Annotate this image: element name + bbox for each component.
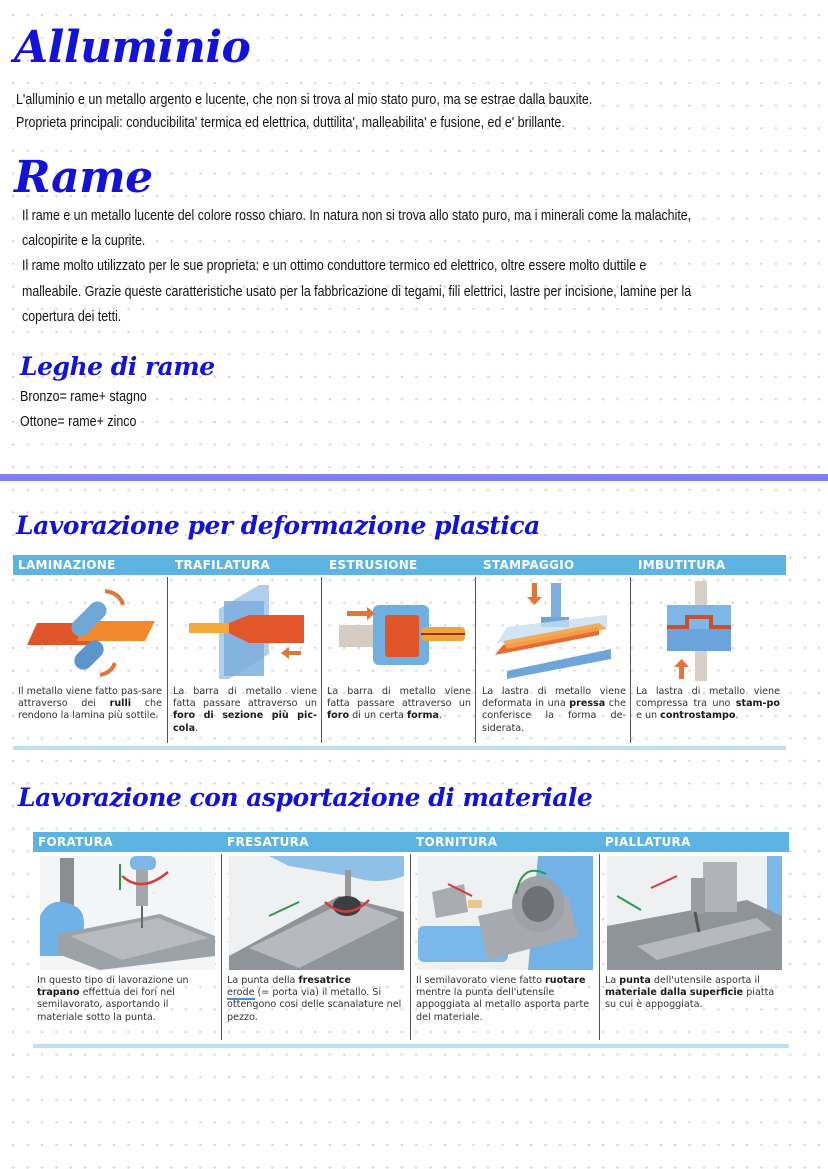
heading-leghe-di-rame: Leghe di rame xyxy=(20,352,215,381)
header-piallatura: PIALLATURA xyxy=(605,835,691,849)
lega-ottone: Ottone= rame+ zinco xyxy=(20,414,137,430)
alluminio-line: L'alluminio e un metallo argento e lucente, che non si trova al mio stato puro, ma se estrae dalla bauxite. xyxy=(16,92,593,108)
rame-line: copertura dei tetti. xyxy=(22,308,122,325)
stampaggio-description: La lastra di metallo viene deformata in una pressa che conferisce la forma de-siderata. xyxy=(482,686,626,734)
heading-asportazione-materiale: Lavorazione con asportazione di materiale xyxy=(18,783,593,812)
piallatura-description: La punta dell'utensile asporta il materiale dalla superficie piatta su cui è appoggiata. xyxy=(605,975,775,1011)
piallatura-illustration xyxy=(607,856,782,970)
fresatura-illustration xyxy=(229,856,404,970)
rame-text xyxy=(22,204,691,330)
asportazione-table xyxy=(33,832,789,1050)
laminazione-illustration xyxy=(25,583,160,683)
tornitura-illustration xyxy=(418,856,593,970)
table-bottom-rule xyxy=(33,1044,789,1048)
column-separator xyxy=(167,577,168,743)
header-tornitura: TORNITURA xyxy=(416,835,498,849)
stampaggio-illustration xyxy=(487,579,622,687)
deformazione-table xyxy=(13,555,786,750)
column-separator xyxy=(410,854,411,1040)
tornitura-description: Il semilavorato viene fatto ruotare mentre la punta dell'utensile appoggiata al metallo asporta parte del materiale. xyxy=(416,975,590,1023)
section-divider xyxy=(0,474,828,481)
column-separator xyxy=(630,577,631,743)
alluminio-text xyxy=(16,89,592,135)
trafilatura-description: La barra di metallo viene fatta passare attraverso un foro di sezione più pic-cola. xyxy=(173,686,317,734)
leghe-text xyxy=(20,385,147,435)
header-laminazione: LAMINAZIONE xyxy=(18,558,116,572)
rame-line: calcopirite e la cuprite. xyxy=(22,233,146,250)
column-separator xyxy=(321,577,322,743)
heading-rame: Rame xyxy=(14,152,153,203)
column-separator xyxy=(221,854,222,1040)
header-trafilatura: TRAFILATURA xyxy=(175,558,271,572)
rame-line: Il rame e un metallo lucente del colore rosso chiaro. In natura non si trova allo stato puro, ma i minerali come la malachite, xyxy=(22,208,692,224)
estrusione-illustration xyxy=(333,587,468,682)
heading-alluminio: Alluminio xyxy=(14,22,251,73)
erode-underlined: erode xyxy=(227,987,255,999)
header-imbutitura: IMBUTITURA xyxy=(638,558,726,572)
alluminio-line: Proprieta principali: conducibilita' termica ed elettrica, duttilita', malleabilita' e fusione, ed e' brillante. xyxy=(16,115,565,131)
foratura-illustration xyxy=(40,856,215,970)
estrusione-description: La barra di metallo viene fatta passare attraverso un foro di un certa forma. xyxy=(327,686,471,722)
header-stampaggio: STAMPAGGIO xyxy=(483,558,575,572)
header-foratura: FORATURA xyxy=(38,835,113,849)
foratura-description: In questo tipo di lavorazione un trapano effettua dei fori nel semilavorato, asportando il materiale sotto la punta. xyxy=(37,975,189,1023)
laminazione-description: Il metallo viene fatto pas-sare attraverso dei rulli che rendono la lamina più sottile. xyxy=(18,686,162,722)
table-bottom-rule xyxy=(13,746,786,750)
rame-line: malleabile. Grazie queste caratteristiche usato per la fabbricazione di tegami, fili elettrici, lastre per incisione, lamine per la xyxy=(22,283,692,300)
imbutitura-illustration xyxy=(643,579,778,687)
column-separator xyxy=(599,854,600,1040)
lega-bronzo: Bronzo= rame+ stagno xyxy=(20,389,147,405)
fresatura-description: La punta della fresatrice erode (= porta via) il metallo. Si ottengono cosi delle scanalature nel pezzo. xyxy=(227,975,402,1023)
trafilatura-illustration xyxy=(179,579,314,687)
column-separator xyxy=(475,577,476,743)
header-fresatura: FRESATURA xyxy=(227,835,309,849)
heading-deformazione-plastica: Lavorazione per deformazione plastica xyxy=(16,511,540,540)
imbutitura-description: La lastra di metallo viene compressa tra uno stam-po e un controstampo. xyxy=(636,686,780,722)
rame-line: Il rame molto utilizzato per le sue proprieta: e un ottimo conduttore termico ed elettrico, oltre essere molto duttile e xyxy=(22,258,647,275)
header-estrusione: ESTRUSIONE xyxy=(329,558,418,572)
